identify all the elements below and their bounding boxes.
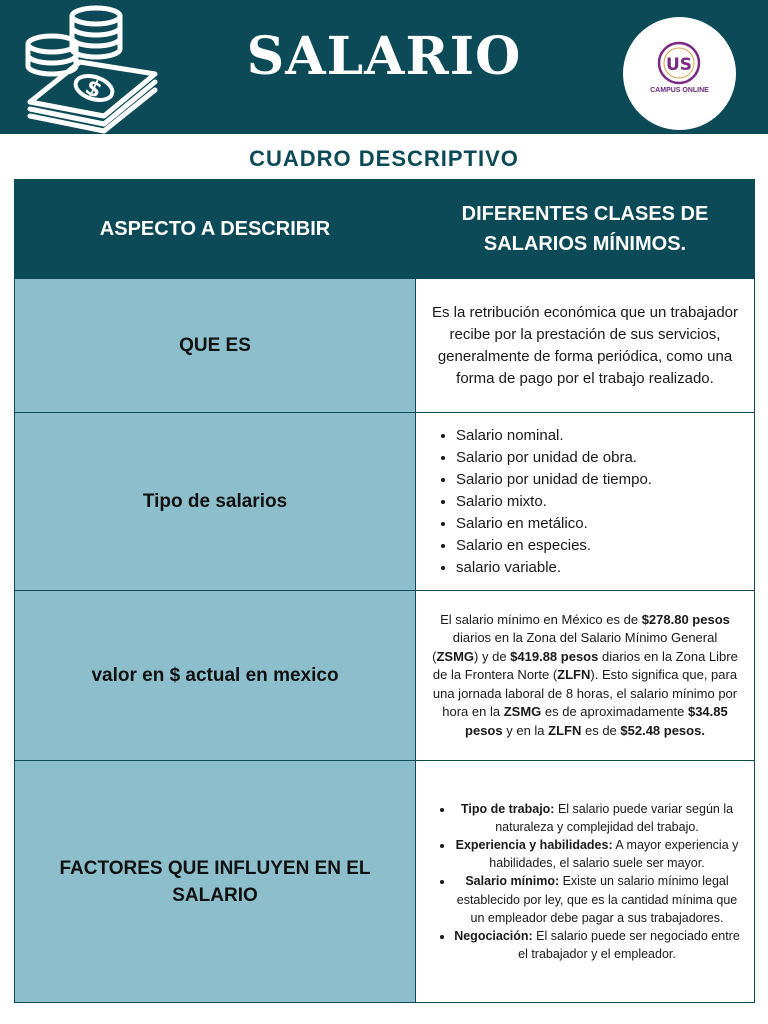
logo-text: CAMPUS ONLINE: [650, 87, 709, 94]
minimum-wage-text: El salario mínimo en México es de $278.80 pesos diarios en la Zona del Salario Mínimo General (ZSMG) y de $419.88 pesos diarios en la Zona Libre de la Frontera Norte (ZLFN). Esto significa que, para una jornada laboral de 8 horas, el salario mínimo por hora en la ZSMG es de aproximadamente $34.85 pesos y en la ZLFN es de $52.48 pesos.: [416, 591, 755, 761]
list-item: • Salario por unidad de tiempo.: [456, 469, 754, 491]
table-row: [15, 761, 755, 1003]
salary-types-cell: [416, 413, 755, 591]
header-right-cell: DIFERENTES CLASES DE SALARIOS MÍNIMOS.: [416, 180, 755, 279]
row-label-tipo-de-salarios: Tipo de salarios: [15, 413, 416, 591]
list-item: • Experiencia y habilidades: A mayor experiencia y habilidades, el salario suele ser mayor.: [454, 836, 740, 872]
header-left-cell: ASPECTO A DESCRIBIR: [15, 180, 416, 279]
list-item: • Salario en metálico.: [456, 513, 754, 535]
list-item: • Salario mixto.: [456, 491, 754, 513]
row-label-factores: FACTORES QUE INFLUYEN EN EL SALARIO: [15, 761, 416, 1003]
list-item: • Negociación: El salario puede ser negociado entre el trabajador y el empleador.: [454, 927, 740, 963]
table-row: [15, 279, 755, 413]
university-logo: [623, 17, 736, 130]
logo-initials: US: [665, 55, 693, 75]
factors-list: [416, 800, 754, 964]
list-item: • Salario mínimo: Existe un salario mínimo legal establecido por ley, que es la cantidad mínima que un empleador debe pagar a sus trabajadores.: [454, 872, 740, 927]
svg-text:$: $: [81, 74, 106, 104]
definition-text: Es la retribución económica que un trabajador recibe por la prestación de sus servicios, generalmente de forma periódica, como una forma de pago por el trabajo realizado.: [416, 279, 755, 413]
row-label-valor-actual: valor en $ actual en mexico: [15, 591, 416, 761]
list-item: • Salario en especies.: [456, 535, 754, 557]
table-row: [15, 591, 755, 761]
page-title: SALARIO: [246, 26, 522, 87]
section-subtitle: CUADRO DESCRIPTIVO: [249, 146, 519, 171]
salary-types-list: [416, 425, 754, 579]
university-seal-icon: [656, 41, 702, 85]
table-row: [15, 413, 755, 591]
list-item: • Tipo de trabajo: El salario puede variar según la naturaleza y complejidad del trabajo.: [454, 800, 740, 836]
table-header-row: [15, 180, 755, 279]
list-item: • Salario nominal.: [456, 425, 754, 447]
factors-cell: [416, 761, 755, 1003]
header-banner: [0, 0, 768, 134]
list-item: • salario variable.: [456, 557, 754, 579]
row-label-que-es: QUE ES: [15, 279, 416, 413]
list-item: • Salario por unidad de obra.: [456, 447, 754, 469]
descriptive-table: [14, 179, 755, 1003]
